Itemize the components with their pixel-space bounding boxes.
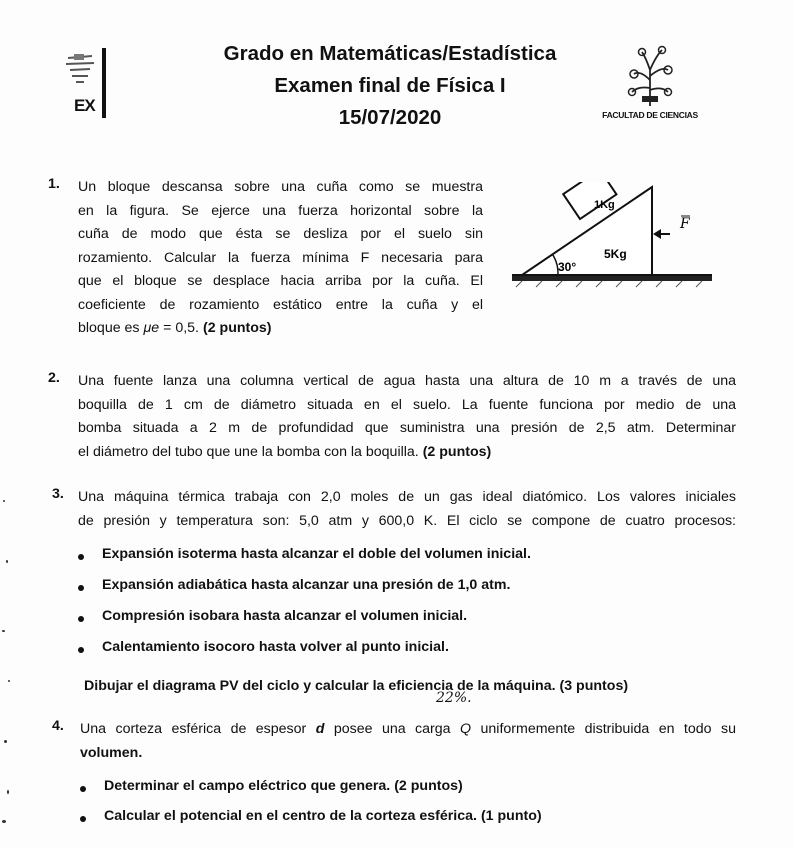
q3-closing <box>84 675 628 699</box>
crest-icon <box>62 52 98 92</box>
wedge-figure <box>512 182 717 292</box>
q4-number: 4. <box>52 718 64 734</box>
q4-line1-a: Una corteza esférica de espesor <box>80 721 307 737</box>
q3-closing-text: Dibujar el diagrama PV del ciclo y calcular la eficiencia de la máquina. <box>84 678 556 694</box>
q4-text <box>80 718 736 765</box>
q4-line1-c: uniformemente distribuida en todo su <box>480 721 736 737</box>
angle-label: 30° <box>558 260 577 274</box>
q1-text <box>78 176 483 341</box>
q1-points: (2 puntos) <box>202 320 272 336</box>
q3-text <box>78 486 736 533</box>
wedge-label: 5Kg <box>604 247 627 261</box>
q2-last-line <box>78 441 736 465</box>
block-label: 1Kg <box>594 199 615 211</box>
degree-title: Grado en Matemáticas/Estadística <box>223 42 557 65</box>
scan-noise <box>0 480 14 848</box>
q2-last-text: el diámetro del tubo que une la bomba con la boquilla. <box>78 443 419 460</box>
q4-bullet2-points: (1 punto) <box>480 808 542 824</box>
q1-number: 1. <box>48 176 60 192</box>
mu-symbol: μe <box>143 320 160 336</box>
q4-bullet1-text: Determinar el campo eléctrico que genera. <box>104 778 391 794</box>
q2-line: bomba situada a 2 m de profundidad que suministra una presión de 2,5 atm. Determinar <box>78 420 736 436</box>
q4-bullet1-points: (2 puntos) <box>394 778 463 794</box>
q1-last-prefix: bloque es <box>78 320 140 336</box>
exam-title: Examen final de Física I <box>274 74 506 97</box>
q4-line2: volumen. <box>80 744 143 761</box>
university-logo-left <box>58 48 112 118</box>
force-label: F <box>680 216 690 232</box>
q2-points: (2 puntos) <box>422 443 492 460</box>
q4-bullet-text <box>104 778 463 794</box>
q4-line <box>80 718 736 742</box>
q2-text <box>78 370 736 464</box>
handwritten-note: 22%. <box>436 690 472 706</box>
q3-points: (3 puntos) <box>559 678 629 694</box>
logo-left-text: EX <box>74 96 95 115</box>
q2-line: boquilla de 1 cm de diámetro situada en el suelo. La fuente funciona por medio de una <box>78 396 736 413</box>
q1-line: que el bloque se desplace hacia arriba por la cuña. El <box>78 273 483 289</box>
q1-line: en la figura. Se ejerce una fuerza horizontal sobre la <box>78 202 483 219</box>
q3-bullet-text: Expansión isoterma hasta alcanzar el doble del volumen inicial. <box>102 546 531 562</box>
q1-line: Un bloque descansa sobre una cuña como se muestra <box>78 179 483 195</box>
faculty-caption: FACULTAD DE CIENCIAS <box>602 110 698 120</box>
q1-line: cuña de modo que ésta se desliza por el suelo sin <box>78 226 483 242</box>
plant-logo-icon <box>612 40 688 108</box>
q3-bullet-text: Expansión adiabática hasta alcanzar una presión de 1,0 atm. <box>102 577 511 593</box>
q4-bullet2-text: Calcular el potencial en el centro de la corteza esférica. <box>104 808 477 824</box>
exam-date: 15/07/2020 <box>338 106 442 129</box>
q2-line: Una fuente lanza una columna vertical de agua hasta una altura de 10 m a través de una <box>78 373 736 389</box>
q3-bullet-text: Calentamiento isocoro hasta volver al punto inicial. <box>102 639 449 655</box>
q3-number: 3. <box>52 486 64 502</box>
q3-line: Una máquina térmica trabaja con 2,0 moles de un gas ideal diatómico. Los valores iniciales <box>78 489 736 505</box>
faculty-logo <box>600 40 700 125</box>
q3-line: de presión y temperatura son: 5,0 atm y 600,0 K. El ciclo se compone de cuatro procesos: <box>78 512 736 529</box>
exam-header <box>180 38 600 134</box>
q4-line1-b: posee una carga <box>333 721 451 737</box>
q1-line: rozamiento. Calcular la fuerza mínima F necesaria para <box>78 249 483 266</box>
force-arrow-head <box>653 229 661 239</box>
q1-last-line <box>78 317 483 341</box>
q4-bullet-text <box>104 808 542 824</box>
q3-bullet-text: Compresión isobara hasta alcanzar el volumen inicial. <box>102 608 468 624</box>
q1-line: coeficiente de rozamiento estático entre la cuña y el <box>78 296 483 313</box>
ground-hatch <box>516 281 702 287</box>
q2-number: 2. <box>48 370 60 386</box>
q1-last-value: = 0,5. <box>163 320 200 336</box>
var-d: d <box>315 721 325 737</box>
var-q: Q <box>460 721 472 737</box>
